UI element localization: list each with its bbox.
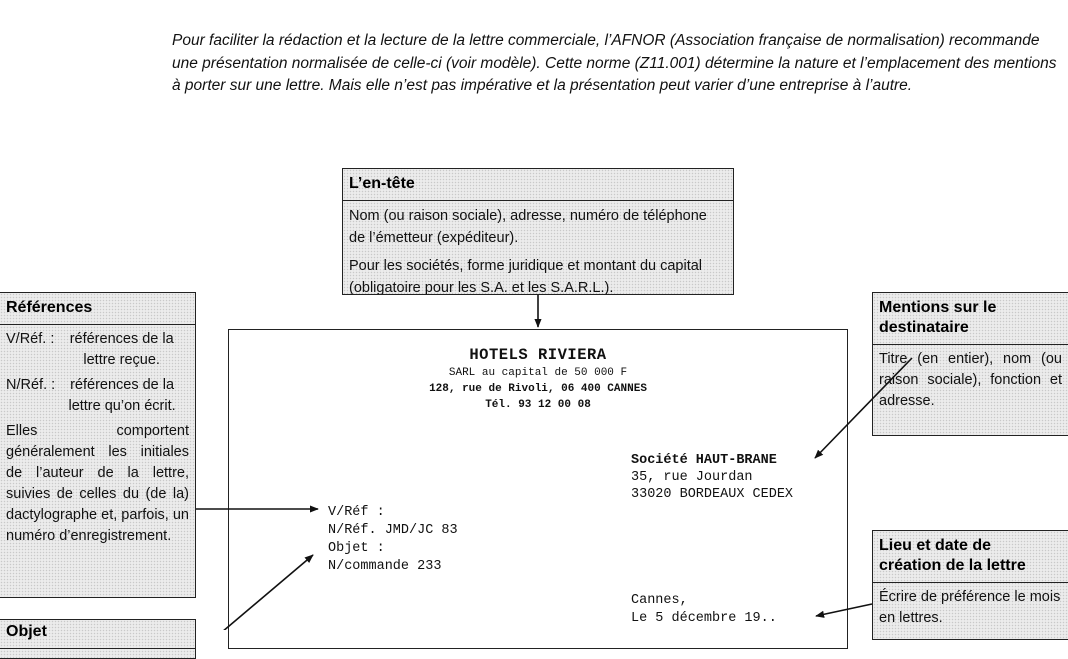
nref-key: N/Réf. :: [6, 377, 56, 393]
letterhead-company: HOTELS RIVIERA: [469, 346, 607, 364]
recipient-street: 35, rue Jourdan: [631, 470, 753, 485]
recipient-name: Société HAUT-BRANE: [631, 453, 777, 468]
vref-value: références de la lettre reçue.: [69, 331, 174, 368]
arrow-destinataire: [815, 358, 912, 458]
letterhead-capital: SARL au capital de 50 000 F: [448, 367, 628, 379]
lieu-date-title: Lieu et date de création de la lettre: [873, 531, 1068, 583]
letterhead-phone: Tél. 93 12 00 08: [485, 399, 591, 411]
entete-text-1: Nom (ou raison sociale), adresse, numéro de téléphone de l’émetteur (expéditeur).: [349, 208, 707, 246]
letter-objet-value: N/commande 233: [328, 559, 442, 574]
objet-title: Objet: [0, 620, 195, 649]
destinataire-body: Titre (en entier), nom (ou raison sociale), fonction et adresse.: [879, 351, 1062, 409]
references-body: Elles comportent généralement les initiales de l’auteur de la lettre, suivies de celles du (de la) dactylographe et, parfois, un numéro d’enregistrement.: [6, 423, 189, 544]
vref-key: V/Réf. :: [6, 331, 55, 347]
letter-vref: V/Réf :: [328, 505, 385, 520]
letter-objet-label: Objet :: [328, 541, 385, 556]
intro-paragraph: Pour faciliter la rédaction et la lecture de la lettre commerciale, l’AFNOR (Association française de normalisation) recommande une présentation normalisée de celle-ci (voir modèle). Cette norme (Z11.001) détermine la nature et l’emplacement des mentions à porter sur une lettre. Mais elle n’est pas impérative et la présentation peut varier d’une entreprise à l’autre.: [172, 32, 1057, 94]
arrow-lieu-date: [816, 604, 872, 616]
letter-place: Cannes,: [631, 593, 688, 608]
destinataire-title: Mentions sur le destinataire: [873, 293, 1068, 345]
arrow-objet: [222, 555, 313, 630]
entete-text-2: Pour les sociétés, forme juridique et montant du capital (obligatoire pour les S.A. et les S.A.R.L.).: [349, 258, 703, 295]
recipient-city: 33020 BORDEAUX CEDEX: [631, 487, 794, 502]
letter-nref: N/Réf. JMD/JC 83: [328, 523, 458, 538]
entete-title: L’en-tête: [343, 169, 733, 201]
letterhead-address: 128, rue de Rivoli, 06 400 CANNES: [429, 383, 647, 395]
letter-date: Le 5 décembre 19..: [631, 611, 777, 626]
references-title: Références: [0, 293, 195, 325]
lieu-date-body: Écrire de préférence le mois en lettres.: [879, 589, 1061, 626]
nref-value: références de la lettre qu’on écrit.: [68, 377, 176, 414]
